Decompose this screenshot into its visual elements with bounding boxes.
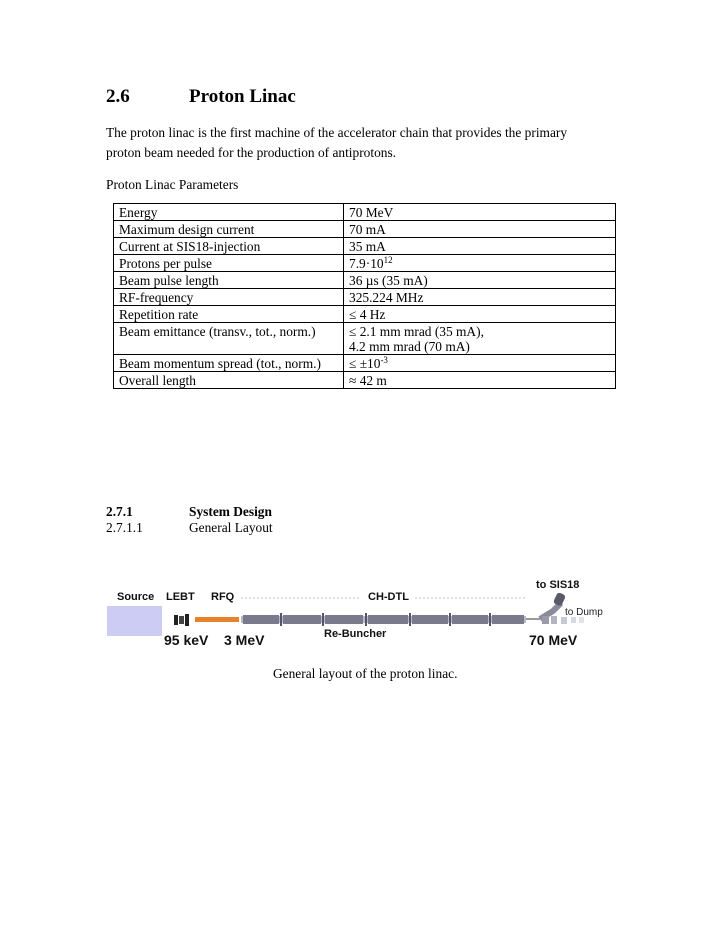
- source-block: [107, 606, 162, 636]
- value-cell: 70 mA: [344, 221, 616, 238]
- linac-layout-figure: [100, 576, 620, 668]
- label-to-sis18: to SIS18: [536, 579, 580, 591]
- label-source: Source: [117, 591, 155, 603]
- table-row: [114, 221, 616, 238]
- param-cell: Protons per pulse: [114, 255, 344, 272]
- value-cell: ≈ 42 m: [344, 372, 616, 389]
- lebt-element: [185, 614, 189, 626]
- table-row: [114, 323, 616, 355]
- value-exponent: -3: [380, 355, 388, 365]
- param-cell: Current at SIS18-injection: [114, 238, 344, 255]
- section-title: Proton Linac: [189, 86, 296, 107]
- lebt-element: [174, 615, 178, 625]
- rfq-block: [195, 617, 239, 622]
- table-row: [114, 372, 616, 389]
- table-row: [114, 289, 616, 306]
- value-cell: 36 µs (35 mA): [344, 272, 616, 289]
- label-ch-dtl: CH-DTL: [368, 591, 409, 603]
- value-cell: 70 MeV: [344, 204, 616, 221]
- value-line-1: ≤ 2.1 mm mrad (35 mA),: [349, 324, 484, 339]
- value-text: ≤ ±10: [349, 356, 381, 371]
- value-cell: [344, 323, 616, 355]
- value-exponent: 12: [383, 255, 393, 265]
- subsubsection-title: General Layout: [189, 520, 273, 535]
- table-row: [114, 238, 616, 255]
- table-caption: Proton Linac Parameters: [106, 177, 239, 192]
- table-row: [114, 272, 616, 289]
- section-number: 2.6: [106, 86, 130, 107]
- param-cell: Overall length: [114, 372, 344, 389]
- param-cell: Beam momentum spread (tot., norm.): [114, 355, 344, 372]
- param-cell: RF-frequency: [114, 289, 344, 306]
- value-cell: 35 mA: [344, 238, 616, 255]
- intro-line-2: proton beam needed for the production of antiprotons.: [106, 145, 397, 160]
- value-cell: 325.224 MHz: [344, 289, 616, 306]
- table-row: [114, 355, 616, 372]
- subsection-number: 2.7.1: [106, 504, 133, 519]
- label-lebt: LEBT: [166, 591, 195, 603]
- value-cell: [344, 255, 616, 272]
- value-line-2: 4.2 mm mrad (70 mA): [349, 339, 470, 354]
- param-cell: Energy: [114, 204, 344, 221]
- table-row: [114, 255, 616, 272]
- label-energy-3mev: 3 MeV: [224, 632, 265, 648]
- label-energy-95kev: 95 keV: [164, 632, 209, 648]
- lebt-element: [179, 616, 184, 624]
- value-cell: ≤ 4 Hz: [344, 306, 616, 323]
- parameters-table: [113, 203, 616, 389]
- label-to-dump: to Dump: [565, 607, 603, 618]
- intro-line-1: The proton linac is the first machine of the accelerator chain that provides the primary: [106, 125, 568, 140]
- label-rebuncher: Re-Buncher: [324, 628, 387, 640]
- param-cell: Beam pulse length: [114, 272, 344, 289]
- value-cell: [344, 355, 616, 372]
- figure-caption: General layout of the proton linac.: [273, 666, 458, 681]
- table-row: [114, 204, 616, 221]
- param-cell: Maximum design current: [114, 221, 344, 238]
- ch-dtl-cavities: [243, 615, 524, 624]
- table-row: [114, 306, 616, 323]
- value-text: 7.9·10: [349, 256, 384, 271]
- label-rfq: RFQ: [211, 591, 235, 603]
- param-cell: Repetition rate: [114, 306, 344, 323]
- label-energy-70mev: 70 MeV: [529, 632, 578, 648]
- subsection-title: System Design: [189, 504, 272, 519]
- param-cell: Beam emittance (transv., tot., norm.): [114, 323, 344, 355]
- subsubsection-number: 2.7.1.1: [106, 520, 143, 535]
